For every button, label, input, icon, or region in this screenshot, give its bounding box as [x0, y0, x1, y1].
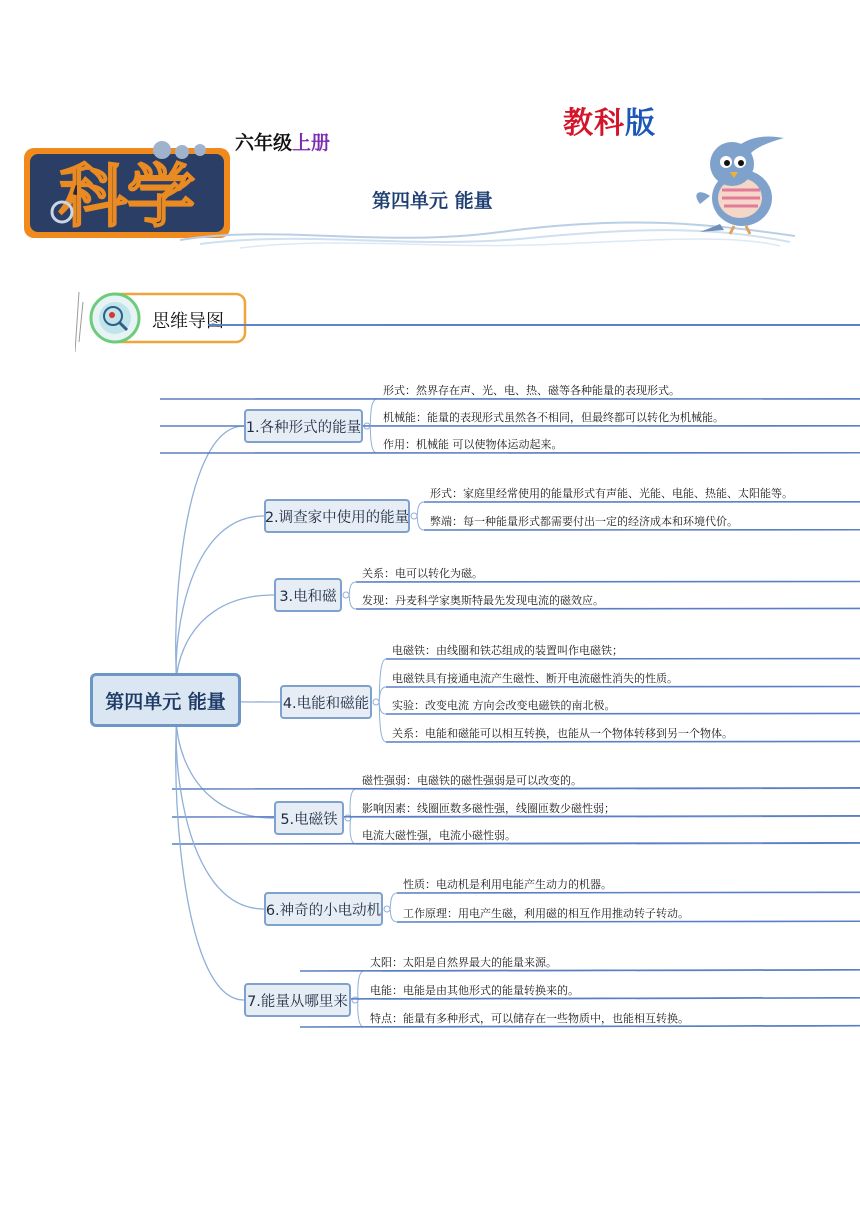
connector-line	[349, 582, 356, 595]
leaf-node: 机械能：能量的表现形式虽然各不相同，但最终都可以转化为机械能。	[383, 411, 724, 424]
badge-label: 思维导图	[152, 311, 224, 332]
leaf-node: 关系：电能和磁能可以相互转换，也能从一个物体转移到另一个物体。	[392, 727, 733, 740]
leaf-node: 实验：改变电流 方向会改变电磁铁的南北极。	[392, 699, 616, 712]
edition-part2: 版	[625, 106, 656, 141]
leaf-node: 工作原理：用电产生磁，利用磁的相互作用推动转子转动。	[403, 907, 689, 920]
grade-part2: 上册	[292, 132, 331, 154]
collapse-toggle-icon	[352, 997, 358, 1003]
topic-node-1: 1.各种形式的能量	[244, 409, 363, 443]
connector-line	[176, 700, 244, 1000]
topic-node-6: 6.神奇的小电动机	[264, 892, 383, 926]
connector-line	[390, 909, 397, 922]
unit-title: 第四单元 能量	[372, 190, 493, 212]
connector-line	[176, 426, 244, 700]
leaf-node: 发现：丹麦科学家奥斯特最先发现电流的磁效应。	[362, 594, 604, 607]
collapse-toggle-icon	[411, 513, 417, 519]
collapse-toggle-icon	[373, 699, 379, 705]
connector-line	[370, 399, 377, 426]
leaf-node: 弊端：每一种能量形式都需要付出一定的经济成本和环境代价。	[430, 515, 738, 528]
leaf-node: 作用：机械能 可以使物体运动起来。	[383, 438, 563, 451]
leaf-node: 太阳：太阳是自然界最大的能量来源。	[370, 956, 557, 969]
connector-line	[379, 687, 386, 702]
leaf-node: 磁性强弱：电磁铁的磁性强弱是可以改变的。	[362, 774, 582, 787]
mindmap-center: 第四单元 能量	[90, 673, 241, 727]
logo-text: 科学	[58, 158, 196, 237]
edition-part1: 教科	[563, 106, 625, 141]
leaf-node: 特点：能量有多种形式，可以储存在一些物质中，也能相互转换。	[370, 1012, 689, 1025]
connector-line	[350, 818, 356, 844]
leaf-node: 形式：然界存在声、光、电、热、磁等各种能量的表现形式。	[383, 384, 680, 397]
leaf-node: 关系：电可以转化为磁。	[362, 567, 483, 580]
connector-line	[370, 426, 377, 453]
topic-node-7: 7.能量从哪里来	[244, 983, 351, 1017]
leaf-node: 性质：电动机是利用电能产生动力的机器。	[403, 878, 612, 891]
connector-line	[172, 240, 860, 844]
topic-node-3: 3.电和磁	[274, 578, 342, 612]
topic-node-5: 5.电磁铁	[274, 801, 344, 835]
collapse-toggle-icon	[343, 592, 349, 598]
connector-line	[349, 595, 356, 609]
connector-line	[417, 516, 424, 530]
collapse-toggle-icon	[384, 906, 390, 912]
leaf-node: 电流大磁性强，电流小磁性弱。	[362, 829, 516, 842]
connector-line	[417, 502, 424, 516]
topic-node-4: 4.电能和磁能	[280, 685, 372, 719]
connector-line	[379, 702, 386, 714]
leaf-node: 影响因素：线圈匝数多磁性强，线圈匝数少磁性弱；	[362, 802, 615, 815]
connector-line	[358, 1000, 364, 1027]
connector-line	[358, 971, 364, 1000]
connector-line	[350, 789, 356, 818]
leaf-node: 形式：家庭里经常使用的能量形式有声能、光能、电能、热能、太阳能等。	[430, 487, 793, 500]
topic-node-2: 2.调查家中使用的能量	[264, 499, 410, 533]
connector-line	[208, 268, 860, 687]
leaf-node: 电磁铁：由线圈和铁芯组成的装置叫作电磁铁；	[392, 644, 623, 657]
leaf-node: 电能：电能是由其他形式的能量转换来的。	[370, 984, 579, 997]
grade-part1: 六年级	[235, 132, 293, 154]
connector-line	[390, 893, 397, 909]
leaf-node: 电磁铁具有接通电流产生磁性、断开电流磁性消失的性质。	[392, 672, 678, 685]
